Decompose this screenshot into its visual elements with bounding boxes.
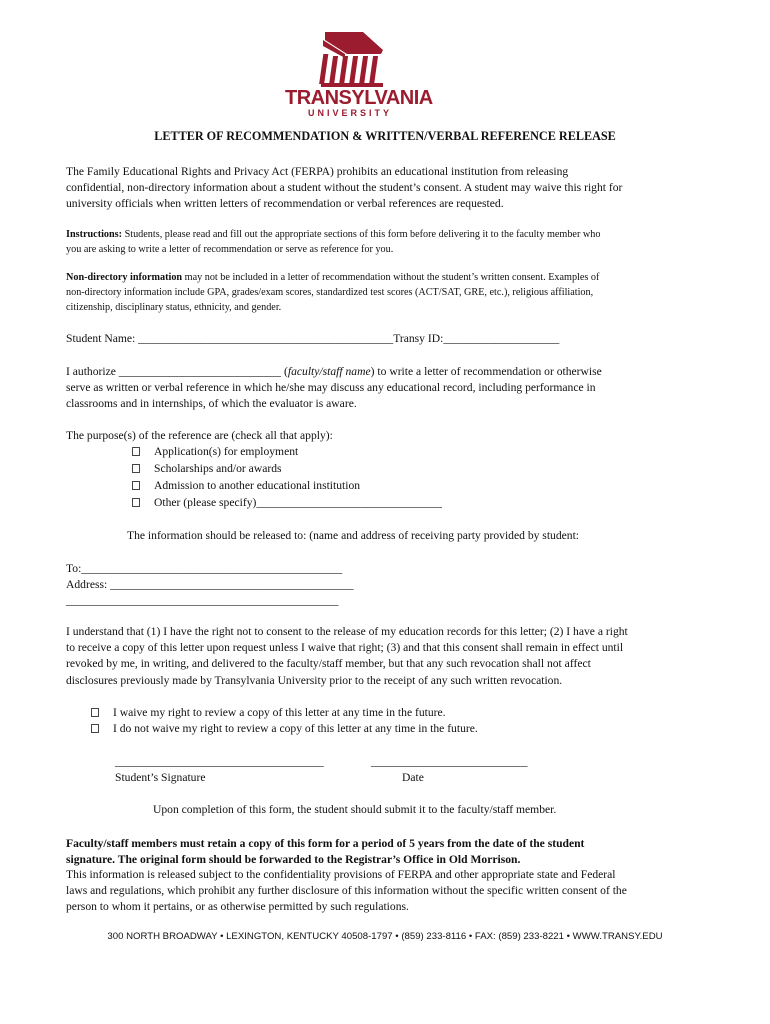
authorize-pre[interactable]: I authorize ____________________________ ( [66,365,288,378]
checkbox[interactable] [132,481,140,490]
date-label: Date [402,771,424,784]
intro-line-3: university officials when written letters of recommendation or verbal references are requested. [66,197,504,210]
release-to-text: The information should be released to: (name and address of receiving party provided by student: [127,529,580,542]
instructions-label: Instructions: [66,229,123,240]
authorize-line-1 [66,364,602,380]
authorize-post: ) to write a letter of recommendation or otherwise [370,365,602,378]
faculty-name-hint: faculty/staff name [287,365,371,378]
completion-text: Upon completion of this form, the student should submit it to the faculty/staff member. [153,803,557,816]
nondirectory-label: Non-directory information [66,272,183,283]
intro-line-1: The Family Educational Rights and Privacy Act (FERPA) prohibits an educational institution from releasing [66,165,569,178]
checkbox[interactable] [132,464,140,473]
student-name-field[interactable]: Student Name: ____________________________________________Transy ID:____________________ [66,332,560,345]
understand-line-3: revoked by me, in writing, and delivered to the faculty/staff member, but that any such revocation shall not affect [66,657,591,670]
ferpa-notice-1: This information is released subject to the confidentiality provisions of FERPA and other appropriate state and Federal [66,868,616,881]
waive-option[interactable]: I waive my right to review a copy of this letter at any time in the future. [91,705,446,721]
to-field[interactable]: To:_____________________________________________ [66,562,343,575]
checkbox[interactable] [91,724,99,733]
purpose-option-scholarships[interactable]: Scholarships and/or awards [132,461,282,477]
form-title: LETTER OF RECOMMENDATION & WRITTEN/VERBAL REFERENCE RELEASE [154,129,616,143]
address-field-2[interactable]: _______________________________________________ [66,594,339,607]
nondirectory-line-1 [66,270,599,285]
footer-address: 300 NORTH BROADWAY • LEXINGTON, KENTUCKY 40508-1797 • (859) 233-8116 • FAX: (859) 233-8221 • WWW.TRANSY.EDU [107,931,663,942]
authorize-line-3: classrooms and in internships, of which the evaluator is aware. [66,397,357,410]
instructions-text-1: Students, please read and fill out the appropriate sections of this form before delivering it to the faculty member who [122,229,601,240]
understand-line-4: disclosures previously made by Transylvania University prior to the receipt of any such written revocation. [66,674,563,687]
logo-wordmark: TRANSYLVANIA [285,87,433,109]
purpose-option-admission[interactable]: Admission to another educational institution [132,478,360,494]
purpose-heading: The purpose(s) of the reference are (check all that apply): [66,429,333,442]
faculty-notice-2: signature. The original form should be forwarded to the Registrar’s Office in Old Morrison. [66,853,521,866]
ferpa-notice-3: person to whom it pertains, or as otherwise permitted by such regulations. [66,900,409,913]
faculty-notice-1: Faculty/staff members must retain a copy of this form for a period of 5 years from the date of the student [66,837,585,850]
intro-line-2: confidential, non-directory information about a student without the student’s consent. A student may waive this right for [66,181,623,194]
understand-line-2: to receive a copy of this letter upon request unless I waive that right; (3) and that this consent shall remain in effect until [66,641,624,654]
signature-field[interactable]: ____________________________________ [115,755,324,768]
purpose-option-employment[interactable]: Application(s) for employment [132,444,298,460]
nondirectory-text-1: may not be included in a letter of recommendation without the student’s written consent. Examples of [182,272,600,283]
instructions-line-1 [66,227,600,242]
instructions-line-2: you are asking to write a letter of recommendation or serve as reference for you. [66,244,394,255]
understand-line-1: I understand that (1) I have the right not to consent to the release of my education records for this letter; (2) I have a right [66,625,628,638]
ferpa-notice-2: laws and regulations, which prohibit any further disclosure of this information without the specific written consent of the [66,884,627,897]
logo-building-icon [285,28,415,90]
checkbox[interactable] [91,708,99,717]
authorize-line-2: serve as written or verbal reference in which he/she may discuss any educational record, including performance in [66,381,596,394]
not-waive-option[interactable]: I do not waive my right to review a copy of this letter at any time in the future. [91,721,478,737]
nondirectory-line-3: citizenship, disciplinary status, ethnicity, and gender. [66,302,282,313]
purpose-option-other[interactable]: Other (please specify)________________________________ [132,495,442,511]
signature-label: Student’s Signature [115,771,206,784]
university-logo [285,28,433,120]
checkbox[interactable] [132,447,140,456]
date-field[interactable]: ___________________________ [371,755,528,768]
address-field[interactable]: Address: __________________________________________ [66,578,354,591]
logo-subtitle: UNIVERSITY [307,108,392,118]
nondirectory-line-2: non-directory information include GPA, grades/exam scores, standardized test scores (ACT/SAT, GRE, etc.), religious affiliation, [66,287,594,298]
checkbox[interactable] [132,498,140,507]
